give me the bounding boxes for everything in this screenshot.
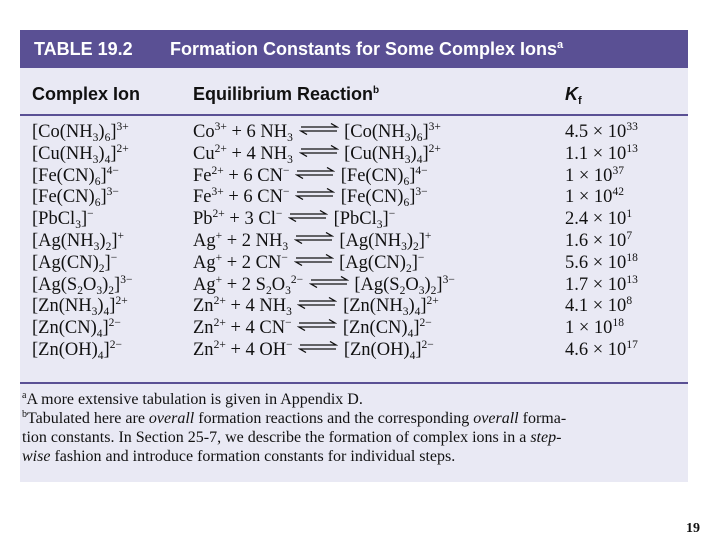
kf-value: $4.6 \times 10^{17}$ [565, 338, 638, 360]
table-row [20, 275, 688, 297]
product-ion: $[Zn(NH_3)_4]^{2+}$ [343, 295, 439, 319]
kf-value: $5.6 \times 10^{18}$ [565, 251, 638, 273]
footnote-b: $^b$Tabulated here are overall formation reactions and the corresponding overall forma- tion constants. In Section 25-7, we describe the formation of complex ions in a step- wise fashion and introduce formation constants for individual steps. [22, 409, 567, 465]
product-ion: $[Ag(S_2O_3)_2]^{3-}$ [354, 273, 455, 297]
table-row [20, 296, 688, 318]
equilibrium-arrow-icon [294, 187, 336, 209]
reactant-ion: Ag+ [193, 251, 223, 273]
table-row [20, 253, 688, 275]
reactant-ion: Ag+ [193, 273, 223, 295]
complex-ion-cell: $[Co(NH_3)_6]^{3+}$ [32, 121, 129, 144]
reaction-cell [193, 318, 432, 340]
reactant-ion: $Fe^{2+}$ [193, 164, 224, 186]
footer-rule [20, 382, 688, 384]
equilibrium-arrow-icon [293, 253, 335, 275]
table-panel [20, 30, 688, 482]
reaction-cell [193, 231, 431, 253]
kf-value: $4.1 \times 10^8$ [565, 295, 633, 317]
ligand: + 4 CN− [230, 317, 292, 339]
table-title: Formation Constants for Some Complex Ions$^a$ [170, 39, 564, 59]
page-number: 19 [686, 521, 700, 536]
ligand: + 4 $NH_3$ [231, 143, 293, 166]
kf-value: $1 \times 10^{42}$ [565, 186, 624, 208]
complex-ion-cell: $[Fe(CN)_6]^{3-}$ [32, 186, 119, 210]
table-row [20, 187, 688, 209]
table-row [20, 209, 688, 231]
table-row [20, 318, 688, 340]
complex-ion-cell: $[Zn(NH_3)_4]^{2+}$ [32, 295, 128, 319]
table-number: TABLE 19.2 [34, 39, 133, 59]
equilibrium-arrow-icon [296, 296, 338, 318]
table-row [20, 122, 688, 144]
product-ion: $[Ag(NH_3)_2]^+$ [339, 229, 432, 253]
kf-value: $2.4 \times 10^1$ [565, 208, 633, 230]
kf-value: $4.5 \times 10^{33}$ [565, 121, 638, 142]
equilibrium-arrow-icon [287, 209, 329, 231]
ligand: + 4 OH− [230, 338, 293, 360]
product-ion: [PbCl$_3$]− [333, 208, 396, 232]
product-ion: $[Zn(OH)_4]^{2-}$ [343, 338, 434, 362]
kf-value: $1.6 \times 10^7$ [565, 229, 633, 251]
reactant-ion: Ag+ [193, 229, 223, 251]
kf-value: $1 \times 10^{37}$ [565, 164, 624, 186]
ligand: + 6 CN− [228, 164, 290, 186]
complex-ion-cell: $[Fe(CN)_6]^{4-}$ [32, 164, 119, 188]
complex-ion-cell: $[Ag(NH_3)_2]^+$ [32, 229, 124, 253]
table-row [20, 231, 688, 253]
equilibrium-arrow-icon [298, 144, 340, 166]
reaction-cell [193, 209, 395, 231]
equilibrium-arrow-icon [308, 275, 350, 297]
reaction-cell [193, 340, 434, 362]
reactant-ion: $Zn^{2+}$ [193, 295, 226, 317]
complex-ion-cell: $[Zn(OH)_4]^{2-}$ [32, 338, 122, 362]
reaction-cell [193, 296, 439, 318]
table-row [20, 144, 688, 166]
product-ion: $[Fe(CN)_6]^{3-}$ [340, 186, 428, 210]
complex-ion-cell: $[Ag(S_2O_3)_2]^{3-}$ [32, 273, 133, 297]
ligand: + 6 $NH_3$ [231, 122, 293, 144]
kf-value: $1.1 \times 10^{13}$ [565, 142, 638, 164]
complex-ion-cell: $[Zn(CN)_4]^{2-}$ [32, 317, 121, 341]
reactant-ion: $Zn^{2+}$ [193, 338, 226, 360]
ligand: + 2 $NH_3$ [226, 230, 289, 253]
equilibrium-arrow-icon [297, 340, 339, 362]
reaction-cell [193, 122, 441, 144]
ligand: + 2 CN− [226, 251, 288, 273]
product-ion: $[Cu(NH_3)_4]^{2+}$ [344, 142, 441, 166]
equilibrium-arrow-icon [298, 122, 340, 144]
kf-value: $1.7 \times 10^{13}$ [565, 273, 638, 295]
complex-ion-cell: [PbCl$_3$]− [32, 208, 94, 232]
header-kf: $K_f$ [565, 84, 582, 107]
product-ion: $[Ag(CN)_2]^-$ [339, 251, 425, 275]
reaction-cell [193, 275, 455, 297]
equilibrium-arrow-icon [293, 231, 335, 253]
ligand: + 2 $S_2O_3^{2-}$ [226, 273, 304, 297]
equilibrium-arrow-icon [294, 166, 336, 188]
footnotes [20, 390, 688, 466]
equilibrium-arrow-icon [296, 318, 338, 340]
reactant-ion: $Cu^{2+}$ [193, 142, 227, 164]
reaction-cell [193, 144, 441, 166]
reaction-cell [193, 166, 428, 188]
ligand: + 6 CN− [228, 186, 290, 208]
header-complex-ion: Complex Ion [32, 84, 141, 104]
kf-value: $1 \times 10^{18}$ [565, 317, 624, 339]
table-row [20, 166, 688, 188]
reactant-ion: $Fe^{3+}$ [193, 186, 224, 208]
reaction-cell [193, 187, 428, 209]
ligand: + 3 Cl− [229, 208, 283, 230]
reactant-ion: $Zn^{2+}$ [193, 317, 226, 339]
reactant-ion: $Pb^{2+}$ [193, 208, 225, 230]
reaction-footnote-mark: b [373, 85, 380, 96]
complex-ion-cell: $[Ag(CN)_2]^-$ [32, 251, 118, 275]
header-rule [20, 114, 688, 116]
table-body [20, 122, 688, 362]
header-equilibrium-reaction: Equilibrium Reaction$^b$ [193, 84, 380, 104]
reaction-cell [193, 253, 424, 275]
reactant-ion: $Co^{3+}$ [193, 121, 227, 142]
product-ion: $[Fe(CN)_6]^{4-}$ [340, 164, 428, 188]
table-row [20, 340, 688, 362]
product-ion: $[Co(NH_3)_6]^{3+}$ [344, 121, 441, 144]
footnote-a: $^a$A more extensive tabulation is given in Appendix D. [22, 390, 363, 408]
complex-ion-cell: $[Cu(NH_3)_4]^{2+}$ [32, 142, 129, 166]
ligand: + 4 $NH_3$ [230, 296, 292, 319]
table-title-bar [20, 30, 688, 68]
title-footnote-mark: a [557, 39, 564, 51]
product-ion: $[Zn(CN)_4]^{2-}$ [342, 317, 432, 341]
